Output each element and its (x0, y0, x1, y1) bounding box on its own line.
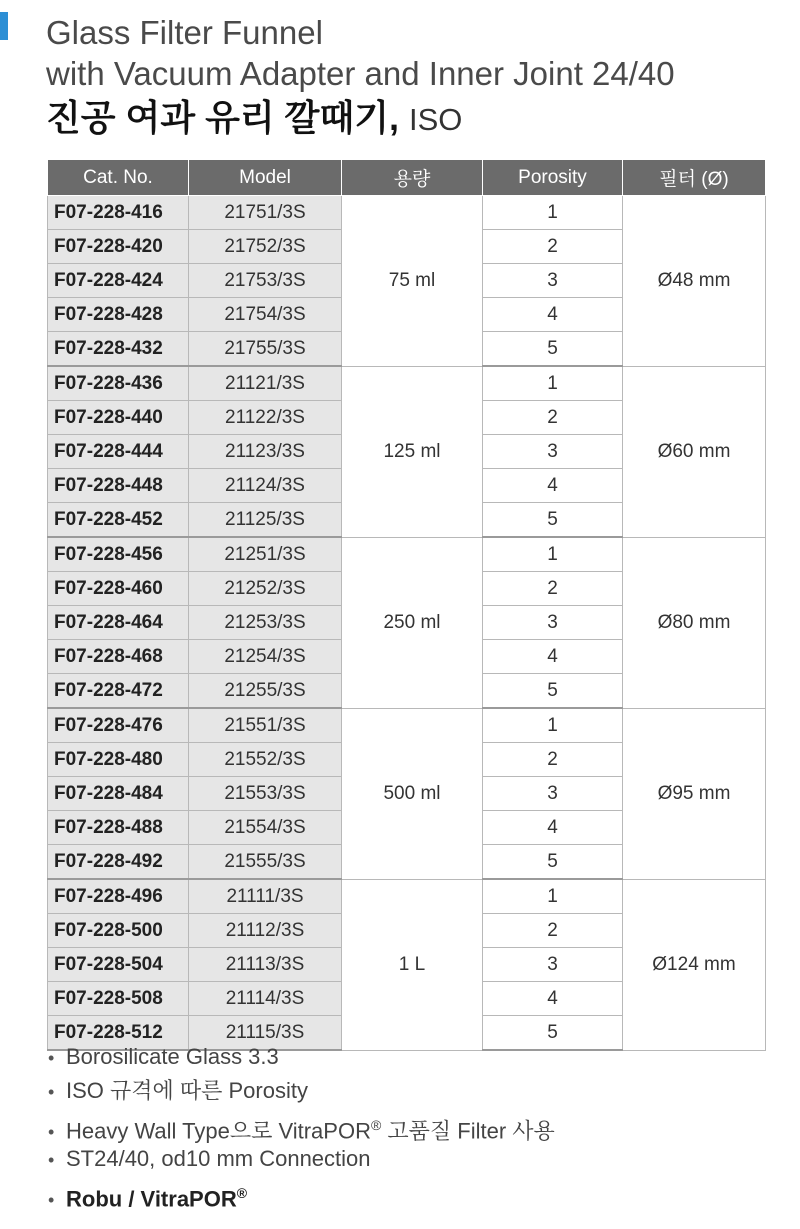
filter-diameter-cell: Ø48 mm (623, 196, 766, 367)
capacity-cell: 250 ml (342, 537, 483, 708)
model-cell: 21551/3S (189, 708, 342, 743)
note-item (48, 1142, 788, 1176)
table-row (48, 366, 766, 401)
cat-no-cell: F07-228-472 (48, 674, 189, 709)
cat-no-cell: F07-228-432 (48, 332, 189, 367)
porosity-cell: 3 (483, 948, 623, 982)
filter-diameter-cell: Ø80 mm (623, 537, 766, 708)
header-row (48, 160, 766, 196)
bullet-icon: • (48, 1122, 55, 1143)
porosity-cell: 1 (483, 708, 623, 743)
registered-mark: ® (236, 1185, 248, 1201)
note-item (48, 1074, 788, 1108)
porosity-cell: 2 (483, 572, 623, 606)
header-porosity: Porosity (483, 160, 623, 196)
registered-mark: ® (370, 1117, 382, 1133)
model-cell: 21255/3S (189, 674, 342, 709)
model-cell: 21121/3S (189, 366, 342, 401)
capacity-cell: 500 ml (342, 708, 483, 879)
cat-no-cell: F07-228-452 (48, 503, 189, 538)
bullet-icon: • (48, 1190, 55, 1211)
model-cell: 21751/3S (189, 196, 342, 230)
porosity-cell: 3 (483, 777, 623, 811)
filter-diameter-cell: Ø95 mm (623, 708, 766, 879)
porosity-cell: 1 (483, 879, 623, 914)
model-cell: 21553/3S (189, 777, 342, 811)
filter-diameter-cell: Ø60 mm (623, 366, 766, 537)
porosity-cell: 1 (483, 537, 623, 572)
cat-no-cell: F07-228-464 (48, 606, 189, 640)
note-text: Borosilicate Glass 3.3 (66, 1044, 279, 1069)
model-cell: 21252/3S (189, 572, 342, 606)
cat-no-cell: F07-228-512 (48, 1016, 189, 1051)
porosity-cell: 5 (483, 845, 623, 880)
title-line-2: with Vacuum Adapter and Inner Joint 24/40 (46, 55, 675, 92)
note-item (48, 1108, 788, 1142)
cat-no-cell: F07-228-440 (48, 401, 189, 435)
header-capacity: 용량 (342, 160, 483, 196)
table-row (48, 196, 766, 230)
porosity-cell: 5 (483, 503, 623, 538)
porosity-cell: 4 (483, 469, 623, 503)
porosity-cell: 2 (483, 914, 623, 948)
cat-no-cell: F07-228-456 (48, 537, 189, 572)
note-text-continued: 고품질 Filter 사용 (381, 1118, 555, 1144)
note-text: Robu / VitraPOR (66, 1186, 237, 1212)
model-cell: 21111/3S (189, 879, 342, 914)
model-cell: 21114/3S (189, 982, 342, 1016)
porosity-cell: 1 (483, 196, 623, 230)
porosity-cell: 3 (483, 264, 623, 298)
cat-no-cell: F07-228-468 (48, 640, 189, 674)
header-filter: 필터 (Ø) (623, 160, 766, 196)
bullet-icon: • (48, 1150, 55, 1170)
table-row (48, 879, 766, 914)
cat-no-cell: F07-228-416 (48, 196, 189, 230)
cat-no-cell: F07-228-420 (48, 230, 189, 264)
header-model: Model (189, 160, 342, 196)
porosity-cell: 1 (483, 366, 623, 401)
cat-no-cell: F07-228-448 (48, 469, 189, 503)
model-cell: 21122/3S (189, 401, 342, 435)
model-cell: 21125/3S (189, 503, 342, 538)
title-korean (46, 96, 784, 142)
porosity-cell: 4 (483, 640, 623, 674)
model-cell: 21254/3S (189, 640, 342, 674)
cat-no-cell: F07-228-504 (48, 948, 189, 982)
feature-notes (48, 1040, 788, 1210)
capacity-cell: 1 L (342, 879, 483, 1050)
table-row (48, 708, 766, 743)
model-cell: 21113/3S (189, 948, 342, 982)
note-text: ISO 규격에 따른 Porosity (66, 1078, 308, 1103)
table-row (48, 537, 766, 572)
model-cell: 21754/3S (189, 298, 342, 332)
filter-diameter-cell: Ø124 mm (623, 879, 766, 1050)
model-cell: 21555/3S (189, 845, 342, 880)
model-cell: 21753/3S (189, 264, 342, 298)
header-cat-no: Cat. No. (48, 160, 189, 196)
bullet-icon: • (48, 1048, 55, 1068)
model-cell: 21253/3S (189, 606, 342, 640)
cat-no-cell: F07-228-424 (48, 264, 189, 298)
model-cell: 21752/3S (189, 230, 342, 264)
cat-no-cell: F07-228-436 (48, 366, 189, 401)
title-line-1: Glass Filter Funnel (46, 14, 323, 51)
title-accent-bar (0, 12, 8, 40)
cat-no-cell: F07-228-476 (48, 708, 189, 743)
capacity-cell: 125 ml (342, 366, 483, 537)
porosity-cell: 3 (483, 435, 623, 469)
porosity-cell: 5 (483, 1016, 623, 1051)
cat-no-cell: F07-228-496 (48, 879, 189, 914)
cat-no-cell: F07-228-508 (48, 982, 189, 1016)
porosity-cell: 4 (483, 811, 623, 845)
model-cell: 21251/3S (189, 537, 342, 572)
spec-table (47, 160, 766, 1051)
model-cell: 21123/3S (189, 435, 342, 469)
porosity-cell: 5 (483, 332, 623, 367)
cat-no-cell: F07-228-460 (48, 572, 189, 606)
note-item (48, 1040, 788, 1074)
cat-no-cell: F07-228-484 (48, 777, 189, 811)
bullet-icon: • (48, 1082, 55, 1102)
porosity-cell: 2 (483, 401, 623, 435)
spec-table-body (48, 196, 766, 1051)
model-cell: 21115/3S (189, 1016, 342, 1051)
model-cell: 21552/3S (189, 743, 342, 777)
capacity-cell: 75 ml (342, 196, 483, 367)
porosity-cell: 4 (483, 298, 623, 332)
porosity-cell: 2 (483, 230, 623, 264)
porosity-cell: 5 (483, 674, 623, 709)
model-cell: 21554/3S (189, 811, 342, 845)
title-iso: ISO (409, 102, 463, 137)
cat-no-cell: F07-228-488 (48, 811, 189, 845)
note-text: ST24/40, od10 mm Connection (66, 1146, 371, 1171)
cat-no-cell: F07-228-428 (48, 298, 189, 332)
cat-no-cell: F07-228-444 (48, 435, 189, 469)
porosity-cell: 3 (483, 606, 623, 640)
cat-no-cell: F07-228-500 (48, 914, 189, 948)
title-block (14, 12, 784, 142)
note-text: Heavy Wall Type으로 VitraPOR (66, 1118, 371, 1144)
cat-no-cell: F07-228-492 (48, 845, 189, 880)
model-cell: 21112/3S (189, 914, 342, 948)
spec-table-header (48, 160, 766, 196)
note-item (48, 1176, 788, 1210)
porosity-cell: 4 (483, 982, 623, 1016)
model-cell: 21755/3S (189, 332, 342, 367)
title-korean-text: 진공 여과 유리 깔때기, (46, 97, 399, 138)
cat-no-cell: F07-228-480 (48, 743, 189, 777)
porosity-cell: 2 (483, 743, 623, 777)
model-cell: 21124/3S (189, 469, 342, 503)
